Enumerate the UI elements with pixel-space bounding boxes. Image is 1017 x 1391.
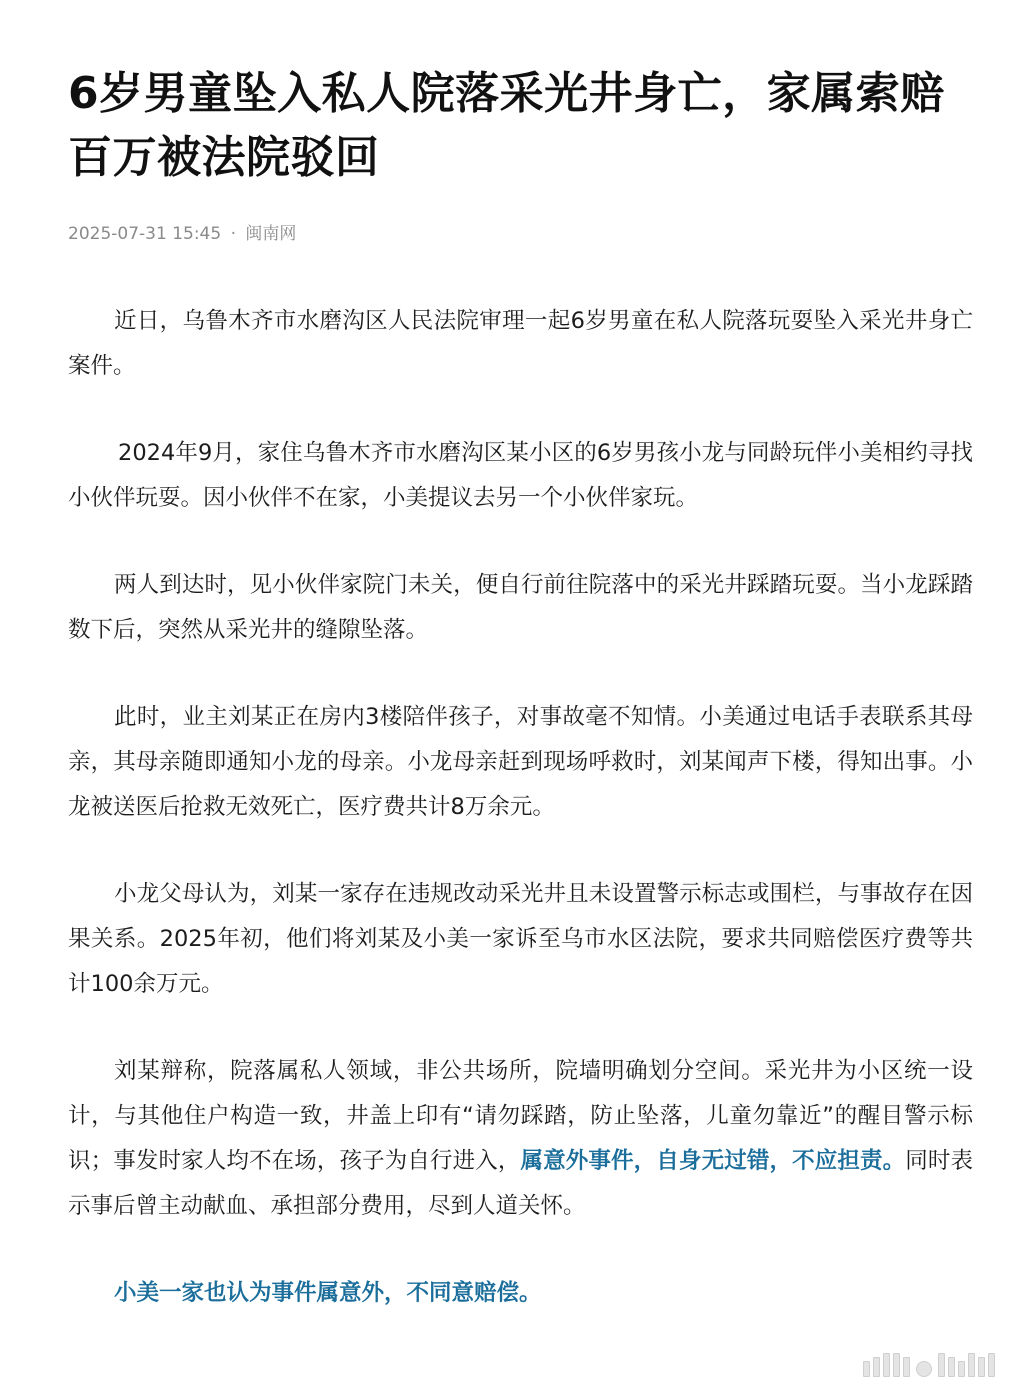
source-name[interactable]: 闽南网 <box>245 224 297 244</box>
article-meta <box>68 223 973 245</box>
paragraph-text: 刘某辩称，院落属私人领域，非公共场所，院墙明确划分空间。采光井为小区统一设计，与其他住户构造一致，井盖上印有“请勿踩踏，防止坠落，儿童勿靠近”的醒目警示标识；事发时家人均不在场，孩子为自行进入， <box>68 1058 973 1174</box>
meta-separator: · <box>230 224 237 244</box>
paragraph <box>68 1049 973 1229</box>
paragraph: 近日，乌鲁木齐市水磨沟区人民法院审理一起6岁男童在私人院落玩耍坠入采光井身亡案件。 <box>68 308 973 379</box>
paragraph: 此时，业主刘某正在房内3楼陪伴孩子，对事故毫不知情。小美通过电话手表联系其母亲，其母亲随即通知小龙的母亲。小龙母亲赶到现场呼救时，刘某闻声下楼，得知出事。小龙被送医后抢救无效死亡，医疗费共计8万余元。 <box>68 704 973 820</box>
publish-date: 2025-07-31 15:45 <box>68 224 222 244</box>
article-body <box>68 299 973 1316</box>
paragraph: 2024年9月，家住乌鲁木齐市水磨沟区某小区的6岁男孩小龙与同龄玩伴小美相约寻找小伙伴玩耍。因小伙伴不在家，小美提议去另一个小伙伴家玩。 <box>68 440 973 511</box>
paragraph: 两人到达时，见小伙伴家院门未关，便自行前往院落中的采光井踩踏玩耍。当小龙踩踏数下后，突然从采光井的缝隙坠落。 <box>68 572 973 643</box>
paragraph-text: 同时表示事后曾主动献血、承担部分费用，尽到人道关怀。 <box>68 1148 973 1219</box>
paragraph: 小龙父母认为，刘某一家存在违规改动采光井且未设置警示标志或围栏，与事故存在因果关系。2025年初，他们将刘某及小美一家诉至乌市水区法院，要求共同赔偿医疗费等共计100余万元。 <box>68 881 973 997</box>
article-title: 6岁男童坠入私人院落采光井身亡，家属索赔百万被法院驳回 <box>68 68 945 183</box>
highlighted-paragraph: 小美一家也认为事件属意外，不同意赔偿。 <box>114 1280 542 1306</box>
signal-bars-watermark-icon <box>863 1353 995 1377</box>
highlighted-text: 属意外事件，自身无过错，不应担责。 <box>520 1148 906 1174</box>
article <box>68 62 973 1358</box>
